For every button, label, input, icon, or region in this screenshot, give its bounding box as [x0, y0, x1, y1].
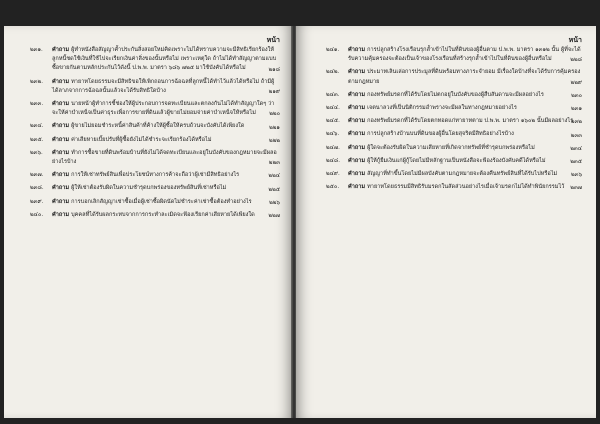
entry-text: บุคคลที่ได้รับผลกระทบจากการกระทำละเมิดจะฟ้องเรียกค่าเสียหายได้เพียงใด [71, 211, 255, 218]
entry-number: ๒๓๘. [30, 185, 44, 192]
entry-page-number: ๒๒๘ [570, 57, 582, 64]
entry-page-number: ๒๒๓ [268, 160, 280, 167]
entry-page-number: ๒๒๗ [268, 213, 280, 220]
entry-number: ๒๔๖. [326, 131, 340, 138]
entry-page-number: ๒๓๐ [571, 93, 582, 100]
entry-text: นายหน้าผู้ทำการชี้ช่องให้ผู้ประกอบการจดทะเบียนและตกลงกันไม่ได้ทำสัญญาใดๆ ว่าจะให้ค่าบำเหน็จเป็นค่าธุระเพื่อการขายที่ดินแล้วผู้ขายไม่ยอมจ่ายค่าบำเหน็จให้หรือไม่ [52, 101, 275, 117]
entry-number: ๒๔๙. [326, 171, 340, 178]
entry-text: สัญญาที่ทำขึ้นโดยไม่มีผลบังคับตามกฎหมายจะต้องคืนทรัพย์สินที่ได้รับไปหรือไม่ [367, 171, 558, 178]
entry-text: ผู้ให้เช่าต้องรับผิดในความชำรุดบกพร่องของทรัพย์สินที่เช่าหรือไม่ [71, 185, 227, 192]
toc-entry [30, 198, 280, 207]
toc-entry [326, 130, 582, 139]
toc-entry [326, 170, 582, 179]
entry-number: ๒๔๑. [326, 47, 340, 53]
entry-page-number: ๒๒๔ [268, 173, 280, 180]
entry-label: คำถาม [52, 149, 70, 156]
entry-label: คำถาม [52, 136, 70, 143]
entry-page-number: ๒๒๒ [268, 137, 280, 144]
entry-text: ผู้ให้กู้ยืมเงินแก่ผู้กู้โดยไม่มีหลักฐานเป็นหนังสือจะฟ้องร้องบังคับคดีได้หรือไม่ [367, 157, 546, 164]
entry-text: การให้เช่าทรัพย์สินเพื่อประโยชน์ทางการค้าจะถือว่าผู้เช่ามีสิทธิอย่างไร [71, 172, 240, 179]
entry-text: ประมาทเลินเล่อการประมูลที่ดินพร้อมทางภาระจำยอม มีเรื่องใดบ้างที่จะได้รับการคุ้มครองตามกฎหมาย [348, 69, 581, 85]
toc-entry [326, 157, 582, 166]
entry-text: ทายาทโดยธรรมจะมีสิทธิขอให้เพิกถอนการฉ้อฉลที่ลูกหนี้ได้ทำไว้แล้วได้หรือไม่ ถ้ามีผู้ได้ลาภจากการฉ้อฉลนั้นแล้วจะได้รับสิทธิใดบ้าง [52, 78, 275, 94]
entry-number: ๒๔๕. [326, 118, 340, 125]
entry-number: ๒๔๒. [326, 69, 340, 76]
entry-text: การปลูกสร้างโรงเรือนรุกล้ำเข้าไปในที่ดินของผู้อื่นตาม ป.พ.พ. มาตรา ๑๓๑๒ นั้น ผู้ที่จะได้รับความคุ้มครองจะต้องเป็นเจ้าของโรงเรือนที่สร้างรุกล้ำเข้าไปในที่ดินของผู้อื่นหรือไม่ [348, 47, 581, 63]
entry-text: ผู้ใดจะต้องรับผิดในความเสียหายที่เกิดจากทรัพย์ที่ชำรุดบกพร่องหรือไม่ [367, 144, 535, 151]
toc-entry [326, 144, 582, 153]
entry-page-number: ๒๓๕ [570, 159, 582, 166]
entry-page-number: ๒๓๖ [570, 172, 582, 179]
entry-number: ๒๔๗. [326, 144, 340, 151]
toc-entry [30, 122, 280, 131]
entry-label: คำถาม [348, 91, 366, 98]
entry-page-number: ๒๒๕ [268, 186, 280, 193]
toc-entry [30, 171, 280, 180]
entry-number: ๒๓๒. [30, 78, 43, 85]
entry-label: คำถาม [52, 198, 70, 205]
toc-entry [326, 104, 582, 113]
toc-entry [326, 183, 582, 192]
entry-number: ๒๓๕. [30, 136, 44, 143]
entry-label: คำถาม [52, 47, 70, 53]
toc-entry [326, 46, 582, 64]
right-page [296, 26, 596, 418]
entry-label: คำถาม [348, 105, 366, 112]
left-page [4, 26, 292, 418]
toc-entry [30, 100, 280, 118]
entry-text: ทายาทโดยธรรมมีสิทธิรับมรดกในสัดส่วนอย่างไรเมื่อเจ้ามรดกไม่ได้ทำพินัยกรรมไว้ [367, 184, 565, 191]
entry-label: คำถาม [348, 131, 366, 138]
entry-label: คำถาม [52, 211, 70, 218]
entry-label: คำถาม [348, 184, 366, 191]
entry-text: กองทรัพย์มรดกที่ได้รับโดยตกทอดแก่ทายาทตาม ป.พ.พ. มาตรา ๑๖๐๒ นั้นมีผลอย่างไร [367, 118, 574, 125]
entry-number: ๒๔๓. [326, 91, 340, 98]
entry-page-number: ๒๓๗ [570, 185, 582, 192]
entry-number: ๒๓๔. [30, 123, 44, 130]
entry-label: คำถาม [348, 171, 366, 178]
right-page-header: หน้า [568, 36, 582, 44]
entry-label: คำถาม [52, 101, 70, 108]
toc-entry [326, 68, 582, 86]
toc-entry [326, 117, 582, 126]
entry-number: ๒๓๓. [30, 101, 44, 108]
entry-page-number: ๒๑๙ [268, 89, 280, 96]
entry-page-number: ๒๓๑ [570, 106, 582, 113]
entry-page-number: ๒๓๓ [570, 132, 582, 139]
toc-entry [30, 211, 280, 220]
entry-text: การปลูกสร้างบ้านบนที่ดินของผู้อื่นโดยสุจริตมีสิทธิอย่างไรบ้าง [367, 131, 514, 138]
entry-number: ๒๓๙. [30, 198, 44, 205]
toc-entry [30, 184, 280, 193]
entry-label: คำถาม [348, 157, 366, 164]
entry-number: ๒๓๑. [30, 47, 43, 53]
toc-entry [30, 136, 280, 145]
entry-text: ทำการซื้อขายที่ดินพร้อมบ้านที่ยังไม่ได้จดทะเบียนและอยู่ในบังคับของกฎหมายจะมีผลอย่างไรบ้าง [52, 149, 277, 166]
toc-entry [30, 149, 280, 167]
toc-entry [326, 91, 582, 100]
entry-text: การบอกเลิกสัญญาเช่าซื้อเมื่อผู้เช่าซื้อผิดนัดไม่ชำระค่าเช่าซื้อต้องทำอย่างไร [71, 198, 252, 205]
entry-label: คำถาม [52, 172, 70, 179]
entry-page-number: ๒๒๐ [269, 111, 280, 118]
left-entry-list [30, 46, 280, 220]
entry-number: ๒๔๐. [30, 211, 44, 218]
entry-number: ๒๕๐. [326, 184, 340, 191]
entry-number: ๒๓๗. [30, 172, 44, 179]
entry-label: คำถาม [348, 47, 366, 53]
entry-label: คำถาม [348, 144, 366, 151]
toc-entry [30, 78, 280, 96]
right-entry-list [326, 46, 582, 192]
entry-label: คำถาม [348, 69, 366, 76]
toc-entry [30, 46, 280, 74]
entry-label: คำถาม [52, 123, 70, 130]
entry-text: ผู้ทำหนังสือสัญญาค้ำประกันสิ่งสอยใหม่คิดเพราะไม่ได้ทราบความจะมีสิทธิเรียกร้องให้ลูกหนี้ชดใช้เงินที่ใช้ไปจะเรียกเงินค่าสิ่งของนั้นหรือไม่ เพราะเหตุใด ถ้าไม่ได้ทำสัญญาตามแบบซื้อขายกันตามหลักประกันไว้ดังนี้ ป.พ.พ. มาตรา ๖๘๖ ๗๒๕ มาใช้บังคับได้หรือไม่ [52, 47, 277, 72]
entry-text: ผู้ขายไม่ยอมชำระหนี้ค่าสินค้าที่ค้างให้ผู้ซื้อให้ครบถ้วนจะบังคับได้เพียงใด [71, 123, 245, 130]
entry-label: คำถาม [52, 185, 70, 192]
entry-page-number: ๒๑๘ [268, 66, 280, 73]
entry-number: ๒๓๖. [30, 149, 43, 156]
entry-page-number: ๒๒๖ [269, 199, 280, 206]
entry-page-number: ๒๓๒ [570, 119, 582, 126]
entry-page-number: ๒๓๔ [570, 145, 582, 152]
left-page-header: หน้า [266, 36, 280, 44]
entry-page-number: ๒๒๙ [570, 79, 582, 86]
entry-text: เจตนาลวงที่เป็นนิติกรรมอำพรางจะมีผลในทางกฎหมายอย่างไร [367, 105, 517, 112]
entry-number: ๒๔๘. [326, 157, 341, 164]
entry-text: ค่าเสียหายเบี้ยปรับที่ผู้ซื้อยังไม่ได้ชำระจะเรียกร้องได้หรือไม่ [71, 136, 212, 143]
entry-page-number: ๒๒๑ [269, 124, 280, 131]
entry-label: คำถาม [52, 78, 70, 85]
entry-text: กองทรัพย์มรดกที่ได้รับโดยไม่ตกอยู่ในบังคับของผู้สืบสันดานจะมีผลอย่างไร [367, 91, 544, 98]
entry-label: คำถาม [348, 118, 366, 125]
entry-number: ๒๔๔. [326, 105, 340, 112]
